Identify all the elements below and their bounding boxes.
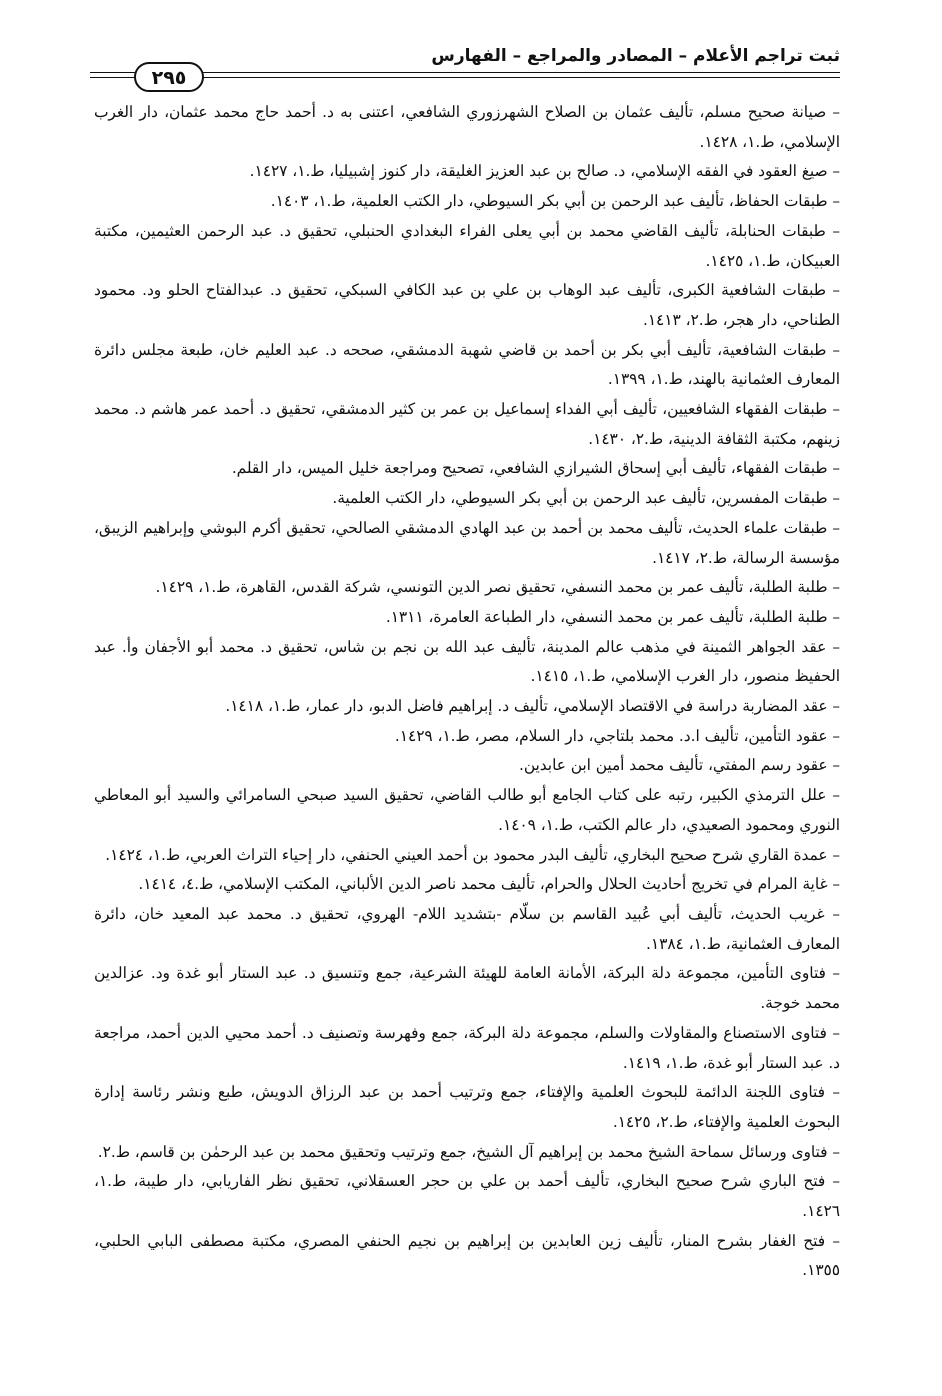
- page-number-badge: ٢٩٥: [134, 62, 204, 92]
- bibliography-entry: – طبقات الشافعية، تأليف أبي بكر بن أحمد بن قاضي شهبة الدمشقي، صححه د. عبد العليم خان، طبعة مجلس دائرة المعارف العثمانية بالهند، ط.١، ١٣٩٩.: [94, 340, 840, 389]
- bibliography-entry: – طبقات المفسرين، تأليف عبد الرحمن بن أبي بكر السيوطي، دار الكتب العلمية.: [332, 489, 840, 508]
- running-header: [90, 46, 840, 89]
- bibliography-entry: – طبقات علماء الحديث، تأليف محمد بن أحمد بن عبد الهادي الدمشقي الصالحي، تحقيق أكرم البوشي وإبراهيم الزيبق، مؤسسة الرسالة، ط.٢، ١٤١٧.: [94, 518, 840, 567]
- bibliography-entry: – طلبة الطلبة، تأليف عمر بن محمد النسفي، تحقيق نصر الدين التونسي، شركة القدس، القاهرة، ط.١، ١٤٢٩.: [155, 578, 840, 597]
- bibliography-entry: – عقود التأمين، تأليف ا.د. محمد بلتاجي، دار السلام، مصر، ط.١، ١٤٢٩.: [394, 726, 840, 745]
- bibliography-entry: – طبقات الحنابلة، تأليف القاضي محمد بن أبي يعلى الفراء البغدادي الحنبلي، تحقيق د. عبد الرحمن العثيمين، مكتبة العبيكان، ط.١، ١٤٢٥.: [94, 221, 840, 270]
- bibliography-entry: – عقد المضاربة دراسة في الاقتصاد الإسلامي، تأليف د. إبراهيم فاضل الدبو، دار عمار، ط.١، ١٤١٨.: [225, 697, 840, 716]
- bibliography-entry: – فتاوى التأمين، مجموعة دلة البركة، الأمانة العامة للهيئة الشرعية، جمع وتنسيق د. عبد الستار أبو غدة ود. عزالدين محمد خوجة.: [94, 964, 840, 1013]
- bibliography-entry: – غاية المرام في تخريج أحاديث الحلال والحرام، تأليف محمد ناصر الدين الألباني، المكتب الإسلامي، ط.٤، ١٤١٤.: [138, 875, 840, 894]
- bibliography-entry: – غريب الحديث، تأليف أبي عُبيد القاسم بن سلّام -بتشديد اللام- الهروي، تحقيق د. محمد عبد المعيد خان، دائرة المعارف العثمانية، ط.١، ١٣٨٤.: [94, 904, 840, 953]
- bibliography-entry: – صيانة صحيح مسلم، تأليف عثمان بن الصلاح الشهرزوري الشافعي، اعتنى به د. أحمد حاج محمد عثمان، دار الغرب الإسلامي، ط.١، ١٤٢٨.: [94, 103, 840, 151]
- bibliography-entry: – فتح الغفار بشرح المنار، تأليف زين العابدين بن إبراهيم بن نجيم الحنفي المصري، مكتبة مصطفى البابي الحلبي، ١٣٥٥.: [94, 1231, 840, 1280]
- bibliography-entry: – طبقات الحفاظ، تأليف عبد الرحمن بن أبي بكر السيوطي، دار الكتب العلمية، ط.١، ١٤٠٣.: [270, 192, 840, 211]
- bibliography-entry: – فتاوى اللجنة الدائمة للبحوث العلمية والإفتاء، جمع وترتيب أحمد بن عبد الرزاق الدويش، طبع ونشر رئاسة إدارة البحوث العلمية والإفتاء، ط.٢، ١٤٢٥.: [94, 1083, 840, 1131]
- header-title: ثبت تراجم الأعلام – المصادر والمراجع – الفهارس: [431, 46, 840, 66]
- bibliography-entry: – فتاوى الاستصناع والمقاولات والسلم، مجموعة دلة البركة، جمع وفهرسة وتصنيف د. أحمد محيي الدين أحمد، مراجعة د. عبد الستار أبو غدة، ط.١، ١٤١٩.: [94, 1023, 840, 1072]
- bibliography-entry: – طبقات الفقهاء، تأليف أبي إسحاق الشيرازي الشافعي، تصحيح ومراجعة خليل الميس، دار القلم.: [231, 459, 840, 478]
- bibliography-entry: – علل الترمذي الكبير، رتبه على كتاب الجامع أبو طالب القاضي، تحقيق السيد صبحي السامرائي والسيد أبو المعاطي النوري ومحمود الصعيدي، دار عالم الكتب، ط.١، ١٤٠٩.: [94, 786, 840, 834]
- bibliography-entry: – عقود رسم المفتي، تأليف محمد أمين ابن عابدين.: [519, 756, 840, 775]
- bibliography-list: [94, 98, 840, 1286]
- bibliography-entry: – طبقات الفقهاء الشافعيين، تأليف أبي الفداء إسماعيل بن عمر بن كثير الدمشقي، تحقيق د. أحمد عمر هاشم د. محمد زينهم، مكتبة الثقافة الدينية، ط.٢، ١٤٣٠.: [94, 400, 840, 448]
- bibliography-entry: – صيغ العقود في الفقه الإسلامي، د. صالح بن عبد العزيز الغليقة، دار كنوز إشبيليا، ط.١، ١٤٢٧.: [249, 162, 840, 181]
- bibliography-entry: – طبقات الشافعية الكبرى، تأليف عبد الوهاب بن علي بن عبد الكافي السبكي، تحقيق د. عبدالفتاح الحلو ود. محمود الطناحي، دار هجر، ط.٢، ١٤١٣.: [94, 281, 840, 329]
- bibliography-entry: – عمدة القاري شرح صحيح البخاري، تأليف البدر محمود بن أحمد العيني الحنفي، دار إحياء التراث العربي، ط.١، ١٤٢٤.: [105, 845, 840, 864]
- bibliography-entry: – طلبة الطلبة، تأليف عمر بن محمد النسفي، دار الطباعة العامرة، ١٣١١.: [385, 607, 840, 626]
- bibliography-entry: – عقد الجواهر الثمينة في مذهب عالم المدينة، تأليف عبد الله بن نجم بن شاس، تحقيق د. محمد أبو الأجفان وأ. عبد الحفيظ منصور، دار الغرب الإسلامي، ط.١، ١٤١٥.: [94, 637, 840, 686]
- bibliography-entry: – فتاوى ورسائل سماحة الشيخ محمد بن إبراهيم آل الشيخ، جمع وترتيب وتحقيق محمد بن عبد الرحمٰن بن قاسم، ط.٢.: [97, 1142, 840, 1161]
- bibliography-entry: – فتح الباري شرح صحيح البخاري، تأليف أحمد بن علي بن حجر العسقلاني، تحقيق نظر الفاريابي، دار طيبة، ط.١، ١٤٢٦.: [94, 1172, 840, 1221]
